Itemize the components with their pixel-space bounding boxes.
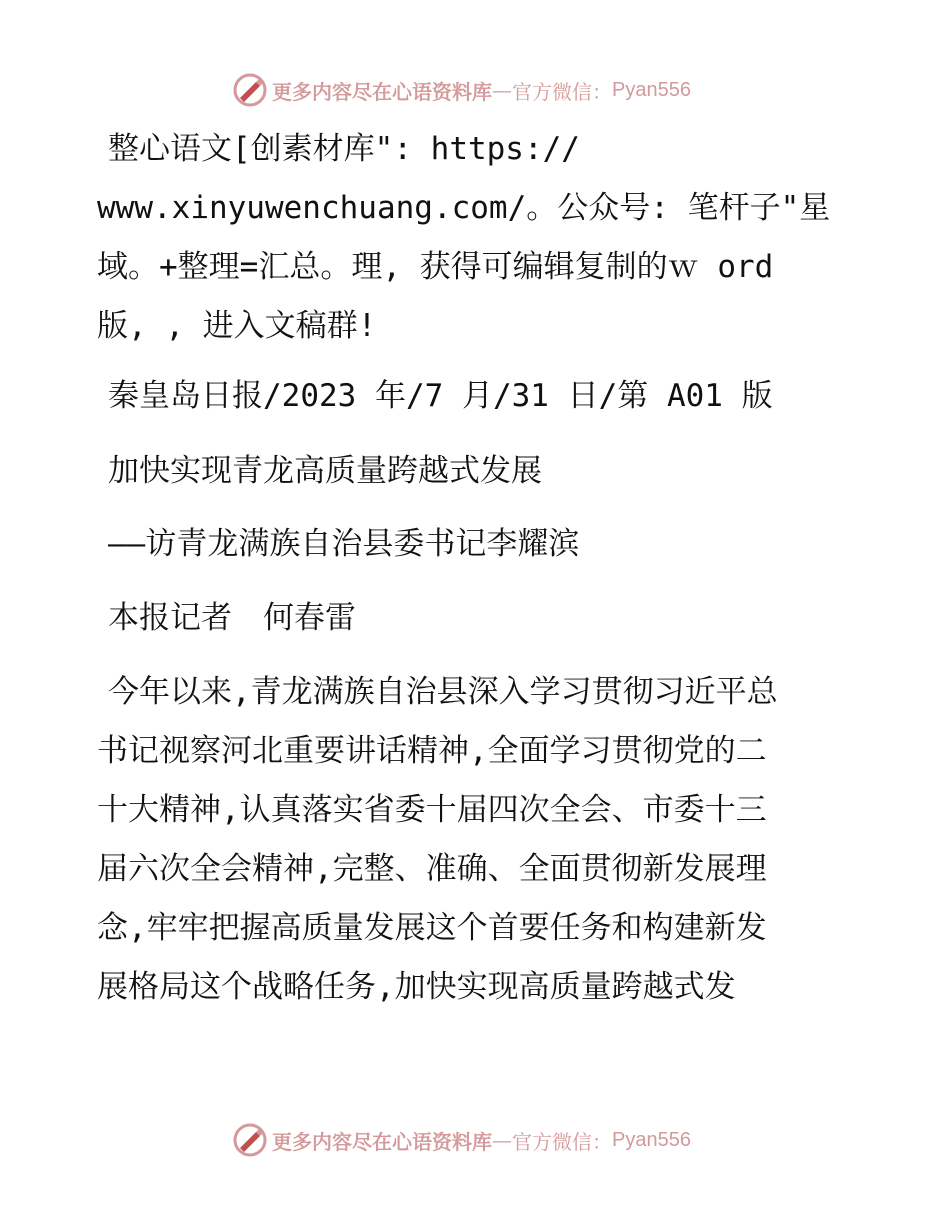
intro-line: 域。+整理=汇总。理, 获得可编辑复制的ｗ ord	[97, 249, 774, 285]
paragraph-line: 今年以来,青龙满族自治县深入学习贯彻习近平总	[108, 674, 778, 710]
article-paragraph	[97, 663, 847, 1017]
article-title: 加快实现青龙高质量跨越式发展	[108, 453, 542, 489]
pen-logo-icon	[232, 72, 268, 108]
paragraph-line: 书记视察河北重要讲话精神,全面学习贯彻党的二	[97, 733, 767, 769]
paragraph-line: 念,牢牢把握高质量发展这个首要任务和构建新发	[97, 910, 767, 946]
paragraph-line: 十大精神,认真落实省委十届四次全会、市委十三	[97, 792, 767, 828]
footer-banner	[232, 1120, 691, 1160]
pen-logo-icon	[232, 1122, 268, 1158]
intro-line: 整心语文[创素材库": https://	[108, 131, 580, 167]
header-banner	[232, 70, 691, 110]
article-byline: 本报记者 何春雷	[108, 600, 356, 636]
banner-label: 官方微信：	[512, 1129, 612, 1154]
banner-separator: —	[492, 1128, 512, 1152]
paragraph-line: 展格局这个战略任务,加快实现高质量跨越式发	[97, 969, 736, 1005]
intro-line: 版, , 进入文稿群!	[97, 308, 377, 344]
article-subtitle: ——访青龙满族自治县委书记李耀滨	[108, 526, 580, 562]
article-source: 秦皇岛日报/2023 年/7 月/31 日/第 A01 版	[108, 378, 773, 414]
banner-label: 官方微信：	[512, 79, 612, 104]
intro-block	[97, 120, 847, 356]
banner-separator: —	[492, 78, 512, 102]
banner-wechat-id: Pyan556	[612, 1128, 691, 1151]
paragraph-line: 届六次全会精神,完整、准确、全面贯彻新发展理	[97, 851, 767, 887]
banner-wechat-id: Pyan556	[612, 78, 691, 101]
banner-text: 更多内容尽在心语资料库	[272, 79, 492, 104]
intro-line: www.xinyuwenchuang.com/。公众号: 笔杆子"星	[97, 190, 831, 226]
banner-text: 更多内容尽在心语资料库	[272, 1129, 492, 1154]
